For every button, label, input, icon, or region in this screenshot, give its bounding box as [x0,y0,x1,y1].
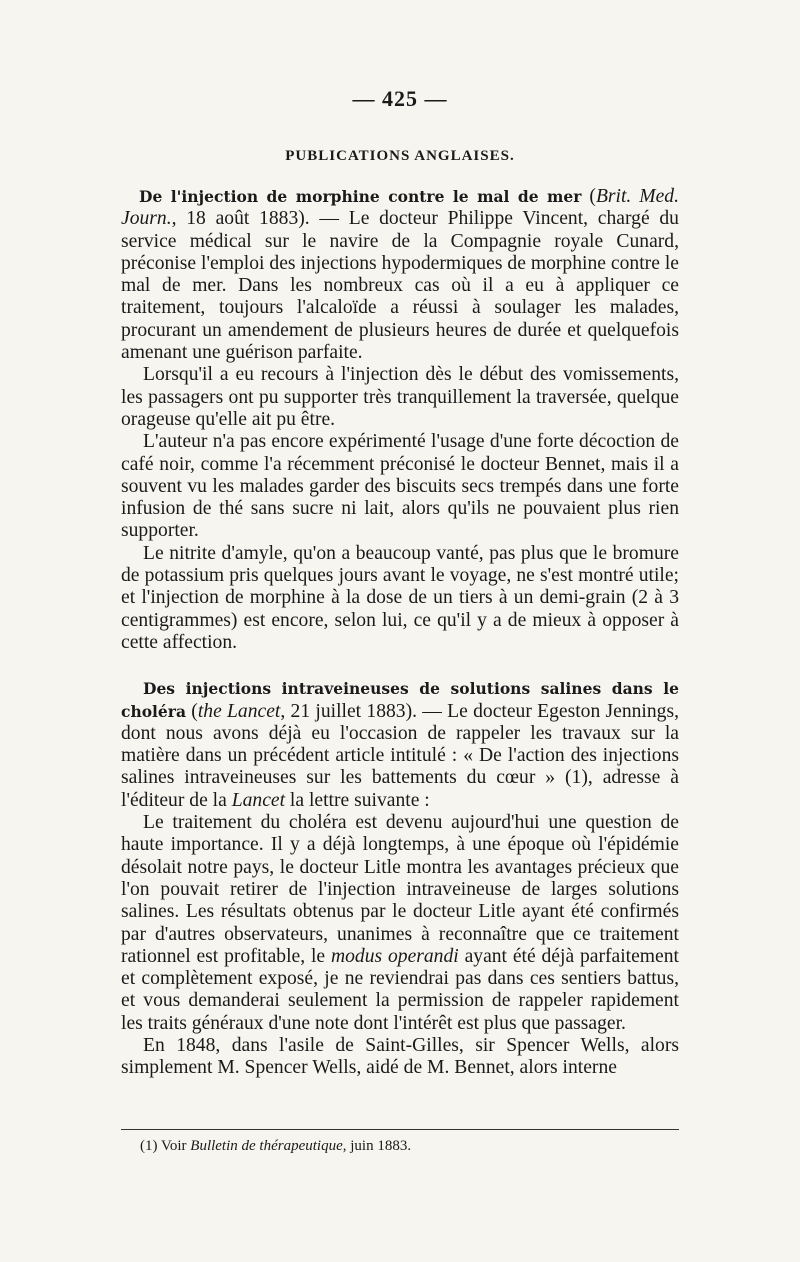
article-1-source-date: , 18 août 1883). [171,208,310,230]
article-2-paragraph-1 [121,678,679,812]
page-number: — 425 — [352,86,448,111]
article-2-p2-start: Le traitement du choléra est devenu aujourd'hui une question de haute importance. Il y a déjà longtemps, à une époque où l'épidémie désolait notre pays, le docteur Litle montra les avantages précieux que l'on pouvait retirer de l'injection intraveineuse de larges solutions salines. Les résultats obtenus par le docteur Litle ayant été confirmés par d'autres observateurs, unanimes à reconnaître que ce traitement rationnel est profitable, le [121,812,679,967]
article-1-paragraph-2: Lorsqu'il a eu recours à l'injection dès le début des vomissements, les passagers ont pu supporter très tranquillement la traversée, quelque orageuse qu'elle ait pu être. [121,364,679,430]
footnote-title: Bulletin de thérapeutique [190,1138,343,1154]
article-2-p2-end: ayant été déjà parfaitement et complètement exposé, je ne reviendrai pas dans ces sentiers battus, et vous demanderai seulement la permission de rappeler rapidement les traits généraux d'une note dont l'intérêt est plus que passager. [121,945,679,1034]
article-2-text: — Le docteur Egeston Jennings, dont nous avons déjà eu l'occasion de rappeler les travaux sur la matière dans un précédent article intitulé : « De l'action des injections salines intraveineuses sur les battements du cœur » (1), adresse à l'éditeur de la [121,700,679,811]
article-2-latin-phrase: modus operandi [330,945,459,967]
article-2-paragraph-2 [121,812,679,1035]
footnote [140,1138,411,1155]
article-1-paragraph-1 [121,186,679,364]
article-2-text-end: la lettre suivante : [285,789,430,811]
section-title: PUBLICATIONS ANGLAISES. [285,148,515,164]
article-1-text: — Le docteur Philippe Vincent, chargé du service médical sur le navire de la Compagnie royale Cunard, préconise l'emploi des injections hypodermiques de morphine contre le mal de mer. Dans les nombreux cas où il a eu à appliquer ce traitement, toujours l'alcaloïde a réussi à soulager les malades, procurant un amendement de plusieurs heures de durée et quelquefois amenant une guérison parfaite. [121,208,679,364]
article-1-source-open: ( [589,186,596,207]
article-1-source-journal: Brit. Med. Journ. [121,186,679,230]
article-2-source-date: , 21 juillet 1883). [280,700,418,722]
footnote-label: (1) Voir [140,1138,191,1154]
article-1-paragraph-4: Le nitrite d'amyle, qu'on a beaucoup vanté, pas plus que le bromure de potassium pris quelques jours avant le voyage, ne s'est montré utile; et l'injection de morphine à la dose de un tiers à un demi-grain (2 à 3 centigrammes) est encore, selon lui, ce qu'il y a de mieux à opposer à cette affection. [121,542,679,653]
body-text [121,186,679,1080]
footnote-rule [121,1129,679,1130]
article-1-heading: De l'injection de morphine contre le mal de mer [139,187,582,206]
article-2-heading: Des injections intraveineuses de solutions salines dans le choléra [121,679,679,721]
article-2-paragraph-3: En 1848, dans l'asile de Saint-Gilles, sir Spencer Wells, alors simplement M. Spencer Wells, aidé de M. Bennet, alors interne [121,1034,679,1079]
article-2-journal-name: Lancet [231,789,286,811]
footnote-date: , juin 1883. [342,1138,412,1154]
article-2-source-journal: the Lancet [197,700,281,722]
article-1-paragraph-3: L'auteur n'a pas encore expérimenté l'usage d'une forte décoction de café noir, comme l'a récemment préconisé le docteur Bennet, mais il a souvent vu les malades garder des biscuits secs trempés dans une forte infusion de thé sans sucre ni lait, alors qu'ils ne pouvaient plus rien supporter. [121,431,679,542]
article-separator [121,654,679,678]
article-2-source-open: ( [191,700,198,722]
